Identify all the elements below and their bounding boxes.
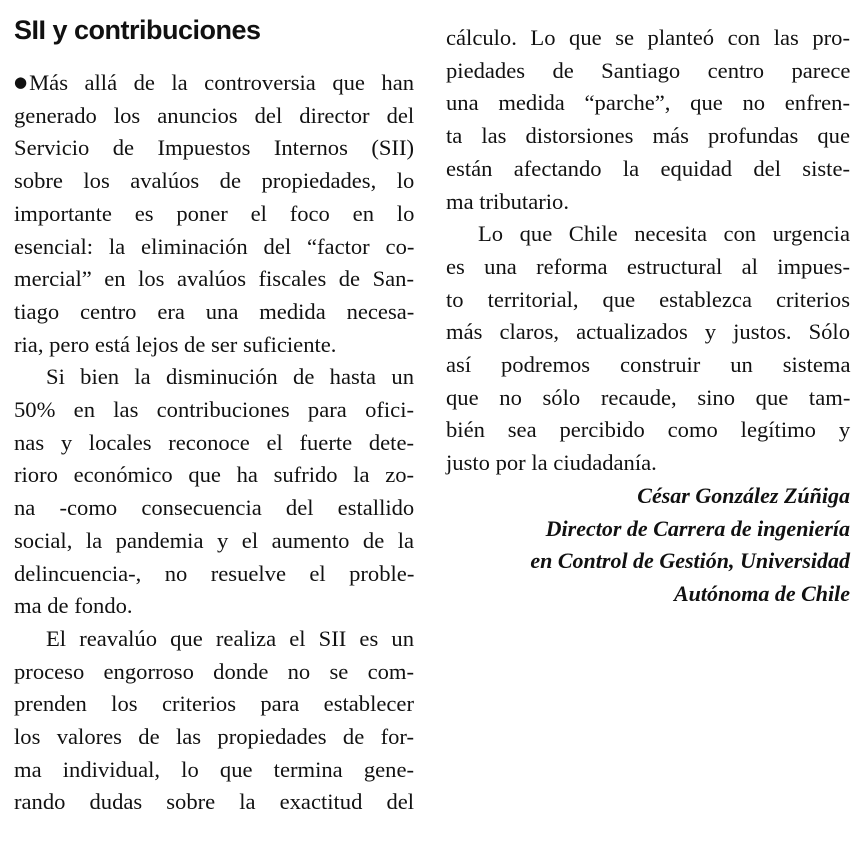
right-column: [446, 22, 850, 611]
body-line: piedades de Santiago centro parece: [446, 57, 851, 83]
body-line: los valores de las propiedades de for-: [14, 724, 414, 750]
body-line: ta las distorsiones más profundas que: [446, 123, 850, 149]
body-line: ria, pero está lejos de ser suficiente.: [14, 331, 337, 357]
body-line: generado los anuncios del director del: [14, 102, 415, 128]
body-line: es una reforma estructural al impues-: [446, 253, 850, 279]
body-line: mercial” en los avalúos fiscales de San-: [14, 266, 414, 292]
author-role: Director de Carrera de ingeniería: [545, 515, 850, 541]
body-line: 50% en las contribuciones para ofici-: [14, 397, 414, 423]
body-line: ma de fondo.: [14, 593, 133, 619]
article-title: SII y contribuciones: [14, 15, 261, 45]
body-line: ●Más allá de la controversia que han: [14, 70, 415, 95]
body-line: rioro económico que ha sufrido la zo-: [14, 462, 415, 488]
body-line: Servicio de Impuestos Internos (SII): [14, 135, 414, 161]
body-line: cálculo. Lo que se planteó con las pro-: [446, 25, 850, 50]
body-line: una medida “parche”, que no enfren-: [446, 90, 850, 116]
body-line: bién sea percibido como legítimo y: [446, 417, 851, 443]
body-line: nas y locales reconoce el fuerte dete-: [14, 429, 414, 455]
body-line: Lo que Chile necesita con urgencia: [478, 221, 850, 247]
body-line: El reavalúo que realiza el SII es un: [46, 625, 414, 651]
body-line: rando dudas sobre la exactitud del: [14, 789, 415, 815]
body-line: justo por la ciudadanía.: [446, 450, 657, 476]
author-role: en Control de Gestión, Universidad: [530, 548, 850, 574]
body-line: to territorial, que establezca criterios: [446, 286, 850, 312]
body-line: tiago centro era una medida necesa-: [14, 298, 415, 324]
body-line: delincuencia-, no resuelve el proble-: [14, 560, 415, 586]
body-line: que no sólo recaude, sino que tam-: [446, 384, 851, 410]
author-name: César González Zúñiga: [637, 482, 850, 508]
body-line: ma individual, lo que termina gene-: [14, 756, 414, 782]
body-line: ma tributario.: [446, 188, 569, 214]
body-line: proceso engorroso donde no se com-: [14, 658, 414, 684]
bullet-icon: ●: [14, 73, 28, 91]
body-line: social, la pandemia y el aumento de la: [14, 527, 415, 553]
body-line: así podremos construir un sistema: [446, 352, 851, 378]
body-line: prenden los criterios para establecer: [14, 691, 414, 717]
body-line: están afectando la equidad del siste-: [446, 155, 850, 181]
signature-block: [446, 480, 850, 611]
body-line: na -como consecuencia del estallido: [14, 495, 415, 521]
body-line: importante es poner el foco en lo: [14, 200, 415, 226]
body-line: esencial: la eliminación del “factor co-: [14, 233, 415, 259]
body-line: Si bien la disminución de hasta un: [46, 364, 414, 390]
left-column: [14, 66, 414, 819]
author-institution: Autónoma de Chile: [673, 580, 850, 606]
body-line: más claros, actualizados y justos. Sólo: [446, 319, 851, 345]
body-line: sobre los avalúos de propiedades, lo: [14, 168, 415, 194]
